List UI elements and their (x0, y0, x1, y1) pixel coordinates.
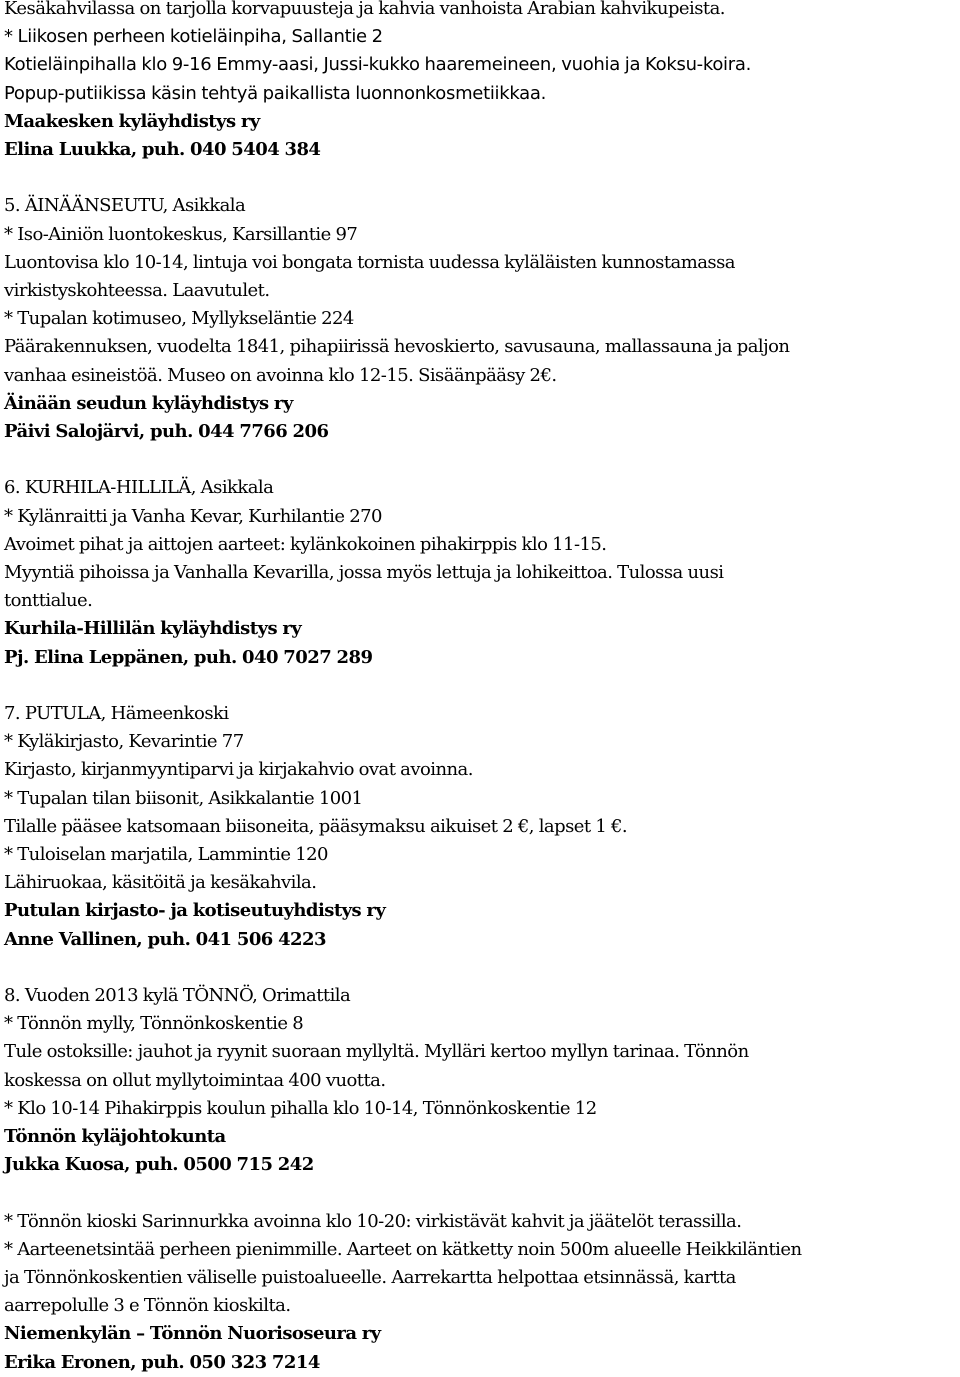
contact-line: Päivi Salojärvi, puh. 044 7766 206 (4, 421, 329, 443)
text-line: Tule ostoksille: jauhot ja ryynit suoraan myllyltä. Mylläri kertoo myllyn tarinaa. Tönnön (4, 1041, 749, 1063)
text-line: Lähiruokaa, käsitöitä ja kesäkahvila. (4, 872, 317, 894)
blank-line (4, 446, 960, 474)
text-line: vanhaa esineistöä. Museo on avoinna klo 12-15. Sisäänpääsy 2€. (4, 364, 557, 386)
organization-name: Tönnön kyläjohtokunta (4, 1126, 226, 1148)
text-line: * Kylänraitti ja Vanha Kevar, Kurhilantie 270 (4, 505, 382, 527)
text-line: Kotieläinpihalla klo 9-16 Emmy-aasi, Jussi-kukko haaremeineen, vuohia ja Koksu-koira. (4, 54, 752, 76)
section-heading: 5. ÄINÄÄNSEUTU, Asikkala (4, 195, 246, 217)
text-line: * Aarteenetsintää perheen pienimmille. Aarteet on kätketty noin 500m alueelle Heikkiläntien (4, 1238, 802, 1260)
text-line: * Tönnön mylly, Tönnönkoskentie 8 (4, 1013, 304, 1035)
organization-name: Maakesken kyläyhdistys ry (4, 110, 260, 132)
text-line: * Iso-Ainiön luontokeskus, Karsillantie 97 (4, 223, 358, 245)
text-line: ja Tönnönkoskentien väliselle puistoalueelle. Aarrekartta helpottaa etsinnässä, kartta (4, 1267, 736, 1289)
text-line: * Tupalan kotimuseo, Myllykseläntie 224 (4, 308, 354, 330)
organization-name: Niemenkylän – Tönnön Nuorisoseura ry (4, 1323, 381, 1345)
contact-line: Elina Luukka, puh. 040 5404 384 (4, 139, 321, 161)
text-line: aarrepolulle 3 e Tönnön kioskilta. (4, 1295, 291, 1317)
section-heading: 7. PUTULA, Hämeenkoski (4, 703, 229, 725)
text-line: Popup-putiikissa käsin tehtyä paikallista luonnonkosmetiikkaa. (4, 82, 547, 104)
section-heading: 6. KURHILA-HILLILÄ, Asikkala (4, 477, 274, 499)
text-line: * Klo 10-14 Pihakirppis koulun pihalla klo 10-14, Tönnönkoskentie 12 (4, 1097, 597, 1119)
blank-line (4, 164, 960, 192)
contact-line: Erika Eronen, puh. 050 323 7214 (4, 1351, 320, 1373)
contact-line: Pj. Elina Leppänen, puh. 040 7027 289 (4, 646, 373, 668)
section-heading: 8. Vuoden 2013 kylä TÖNNÖ, Orimattila (4, 985, 351, 1007)
text-line: tonttialue. (4, 590, 93, 612)
text-line: koskessa on ollut myllytoimintaa 400 vuotta. (4, 1069, 386, 1091)
text-line: * Tuloiselan marjatila, Lammintie 120 (4, 844, 328, 866)
organization-name: Kurhila-Hillilän kyläyhdistys ry (4, 618, 302, 640)
text-line: virkistyskohteessa. Laavutulet. (4, 280, 270, 302)
text-line: Luontovisa klo 10-14, lintuja voi bongata tornista uudessa kyläläisten kunnostamassa (4, 251, 735, 273)
text-line: * Tupalan tilan biisonit, Asikkalantie 1001 (4, 787, 363, 809)
text-line: * Kyläkirjasto, Kevarintie 77 (4, 731, 244, 753)
text-line: * Liikosen perheen kotieläinpiha, Sallantie 2 (4, 26, 383, 48)
organization-name: Äinään seudun kyläyhdistys ry (4, 392, 293, 414)
text-line: Kirjasto, kirjanmyyntiparvi ja kirjakahvio ovat avoinna. (4, 759, 473, 781)
blank-line (4, 954, 960, 982)
blank-line (4, 1179, 960, 1207)
text-line: Kesäkahvilassa on tarjolla korvapuusteja ja kahvia vanhoista Arabian kahvikupeista. (4, 0, 725, 19)
blank-line (4, 672, 960, 700)
contact-line: Anne Vallinen, puh. 041 506 4223 (4, 928, 326, 950)
organization-name: Putulan kirjasto- ja kotiseutuyhdistys ry (4, 900, 386, 922)
text-line: * Tönnön kioski Sarinnurkka avoinna klo 10-20: virkistävät kahvit ja jäätelöt terassilla. (4, 1210, 742, 1232)
text-line: Päärakennuksen, vuodelta 1841, pihapiirissä hevoskierto, savusauna, mallassauna ja paljon (4, 336, 790, 358)
contact-line: Jukka Kuosa, puh. 0500 715 242 (4, 1154, 314, 1176)
text-line: Avoimet pihat ja aittojen aarteet: kylänkokoinen pihakirppis klo 11-15. (4, 533, 607, 555)
text-line: Myyntiä pihoissa ja Vanhalla Kevarilla, jossa myös lettuja ja lohikeittoa. Tulossa uusi (4, 562, 724, 584)
text-line: Tilalle pääsee katsomaan biisoneita, pääsymaksu aikuiset 2 €, lapset 1 €. (4, 815, 628, 837)
